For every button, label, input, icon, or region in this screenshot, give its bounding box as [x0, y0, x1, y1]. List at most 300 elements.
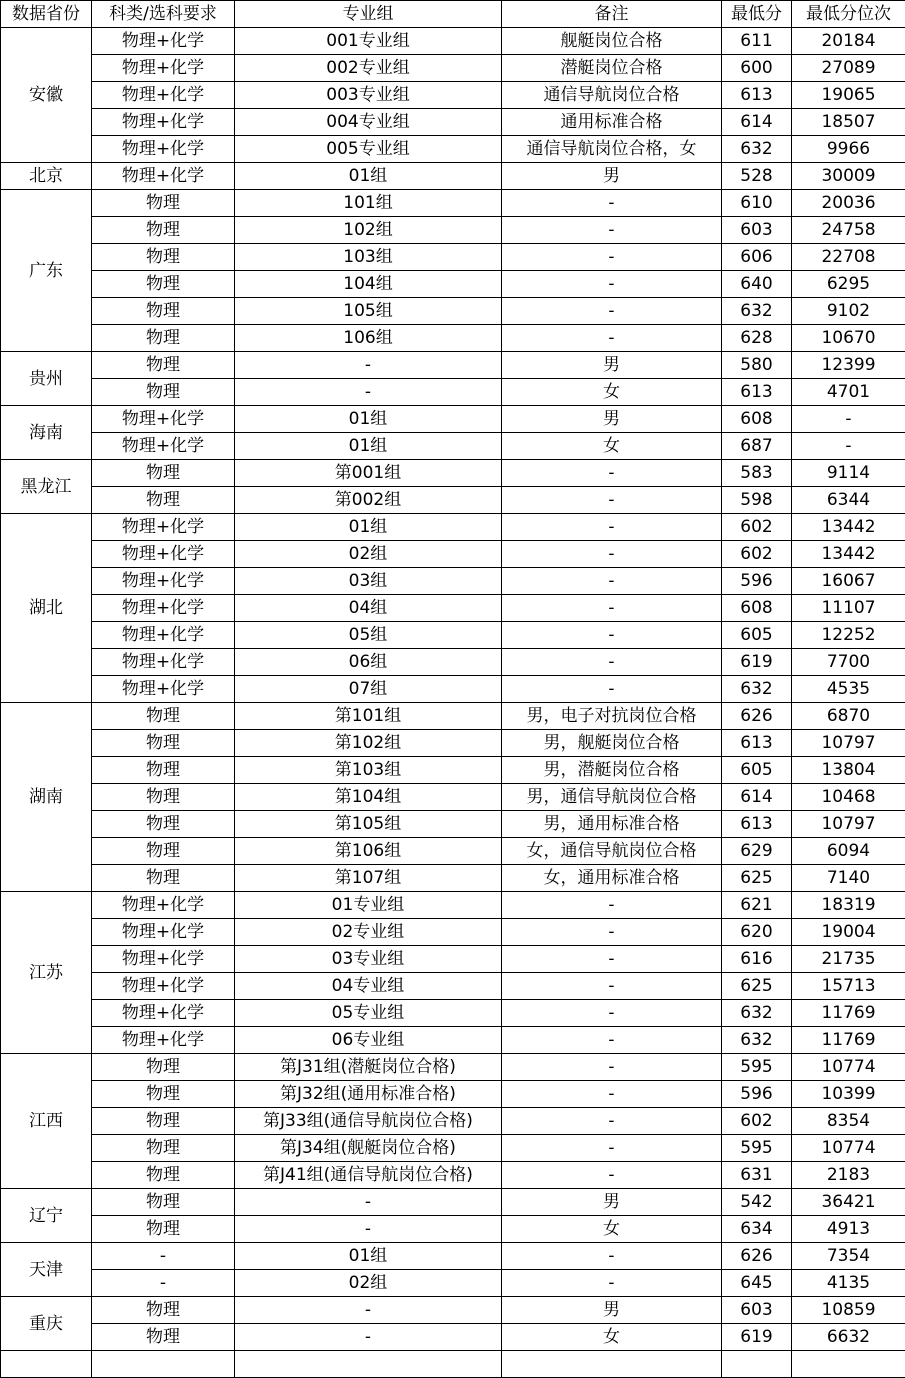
min-rank-cell: 13442 — [792, 514, 905, 541]
table-row — [1, 190, 905, 217]
subject-requirement-cell: 物理 — [92, 298, 235, 325]
remark-cell: - — [502, 919, 722, 946]
major-group-cell: 第103组 — [235, 757, 502, 784]
min-score-cell: 608 — [722, 406, 792, 433]
table-row — [1, 1162, 905, 1189]
major-group-cell: 03专业组 — [235, 946, 502, 973]
remark-cell: 男 — [502, 1297, 722, 1324]
major-group-cell: 06专业组 — [235, 1027, 502, 1054]
table-row — [1, 1108, 905, 1135]
remark-cell: - — [502, 892, 722, 919]
min-rank-cell: 6094 — [792, 838, 905, 865]
min-rank-cell: 8354 — [792, 1108, 905, 1135]
remark-cell: - — [502, 244, 722, 271]
subject-requirement-cell: 物理+化学 — [92, 892, 235, 919]
table-row — [1, 1243, 905, 1270]
min-rank-cell: 6870 — [792, 703, 905, 730]
header-remark: 备注 — [502, 1, 722, 28]
min-rank-cell: 7354 — [792, 1243, 905, 1270]
min-rank-cell: 2183 — [792, 1162, 905, 1189]
major-group-cell: 102组 — [235, 217, 502, 244]
major-group-cell: 01组 — [235, 163, 502, 190]
subject-requirement-cell: 物理 — [92, 487, 235, 514]
min-score-cell: 632 — [722, 1000, 792, 1027]
subject-requirement-cell: 物理 — [92, 271, 235, 298]
subject-requirement-cell: 物理 — [92, 1081, 235, 1108]
min-rank-cell: 12252 — [792, 622, 905, 649]
min-rank-cell: 10859 — [792, 1297, 905, 1324]
major-group-cell: 第J34组(舰艇岗位合格) — [235, 1135, 502, 1162]
table-row — [1, 973, 905, 1000]
min-score-cell: 602 — [722, 514, 792, 541]
table-row — [1, 487, 905, 514]
major-group-cell: 第104组 — [235, 784, 502, 811]
major-group-cell: 03组 — [235, 568, 502, 595]
remark-cell: - — [502, 541, 722, 568]
table-row — [1, 865, 905, 892]
subject-requirement-cell: 物理 — [92, 379, 235, 406]
min-score-cell: 614 — [722, 784, 792, 811]
major-group-cell: 101组 — [235, 190, 502, 217]
table-row — [1, 595, 905, 622]
subject-requirement-cell: 物理+化学 — [92, 433, 235, 460]
remark-cell: - — [502, 676, 722, 703]
min-rank-cell: 22708 — [792, 244, 905, 271]
remark-cell: - — [502, 1081, 722, 1108]
min-rank-cell: 24758 — [792, 217, 905, 244]
major-group-cell: 第001组 — [235, 460, 502, 487]
min-score-cell: 613 — [722, 379, 792, 406]
min-score-cell: 616 — [722, 946, 792, 973]
remark-cell: - — [502, 325, 722, 352]
remark-cell: - — [502, 217, 722, 244]
min-score-cell: 603 — [722, 217, 792, 244]
remark-cell: 女 — [502, 433, 722, 460]
table-row — [1, 406, 905, 433]
remark-cell: - — [502, 487, 722, 514]
min-score-cell: 614 — [722, 109, 792, 136]
min-rank-cell: 9102 — [792, 298, 905, 325]
table-row — [1, 784, 905, 811]
subject-requirement-cell: 物理 — [92, 784, 235, 811]
min-score-cell: 640 — [722, 271, 792, 298]
min-rank-cell: 11107 — [792, 595, 905, 622]
min-rank-cell: 7700 — [792, 649, 905, 676]
subject-requirement-cell: 物理 — [92, 244, 235, 271]
empty-cell — [722, 1351, 792, 1378]
min-rank-cell: 15713 — [792, 973, 905, 1000]
empty-cell — [502, 1351, 722, 1378]
min-score-cell: 625 — [722, 865, 792, 892]
table-row — [1, 892, 905, 919]
remark-cell: 女，通信导航岗位合格 — [502, 838, 722, 865]
table-row — [1, 1054, 905, 1081]
remark-cell: 女 — [502, 379, 722, 406]
min-rank-cell: 12399 — [792, 352, 905, 379]
major-group-cell: 第107组 — [235, 865, 502, 892]
province-cell: 北京 — [1, 163, 92, 190]
subject-requirement-cell: 物理 — [92, 1135, 235, 1162]
min-score-cell: 580 — [722, 352, 792, 379]
min-score-cell: 632 — [722, 676, 792, 703]
subject-requirement-cell: 物理 — [92, 1162, 235, 1189]
remark-cell: - — [502, 1108, 722, 1135]
header-province: 数据省份 — [1, 1, 92, 28]
min-score-cell: 621 — [722, 892, 792, 919]
min-rank-cell: - — [792, 406, 905, 433]
remark-cell: 男 — [502, 1189, 722, 1216]
min-score-cell: 598 — [722, 487, 792, 514]
remark-cell: - — [502, 649, 722, 676]
table-row — [1, 730, 905, 757]
empty-cell — [1, 1351, 92, 1378]
remark-cell: 男，舰艇岗位合格 — [502, 730, 722, 757]
min-score-cell: 626 — [722, 1243, 792, 1270]
major-group-cell: 001专业组 — [235, 28, 502, 55]
min-rank-cell: 4701 — [792, 379, 905, 406]
major-group-cell: 第106组 — [235, 838, 502, 865]
subject-requirement-cell: 物理 — [92, 865, 235, 892]
table-row — [1, 622, 905, 649]
table-row — [1, 919, 905, 946]
header-row — [1, 1, 905, 28]
min-score-cell: 632 — [722, 136, 792, 163]
min-rank-cell: 13442 — [792, 541, 905, 568]
major-group-cell: - — [235, 1189, 502, 1216]
remark-cell: 男，潜艇岗位合格 — [502, 757, 722, 784]
province-cell: 重庆 — [1, 1297, 92, 1351]
remark-cell: - — [502, 1243, 722, 1270]
subject-requirement-cell: 物理 — [92, 1189, 235, 1216]
remark-cell: - — [502, 973, 722, 1000]
min-rank-cell: 18319 — [792, 892, 905, 919]
major-group-cell: - — [235, 352, 502, 379]
subject-requirement-cell: 物理 — [92, 460, 235, 487]
subject-requirement-cell: 物理+化学 — [92, 28, 235, 55]
major-group-cell: 第102组 — [235, 730, 502, 757]
province-cell: 辽宁 — [1, 1189, 92, 1243]
min-rank-cell: 10774 — [792, 1054, 905, 1081]
remark-cell: - — [502, 946, 722, 973]
province-cell: 海南 — [1, 406, 92, 460]
table-row — [1, 676, 905, 703]
min-score-cell: 605 — [722, 622, 792, 649]
min-rank-cell: 9114 — [792, 460, 905, 487]
table-row — [1, 1135, 905, 1162]
major-group-cell: 04专业组 — [235, 973, 502, 1000]
subject-requirement-cell: 物理 — [92, 190, 235, 217]
min-rank-cell: 11769 — [792, 1000, 905, 1027]
table-row — [1, 1270, 905, 1297]
remark-cell: 潜艇岗位合格 — [502, 55, 722, 82]
min-score-cell: 602 — [722, 1108, 792, 1135]
table-row — [1, 568, 905, 595]
table-row — [1, 1189, 905, 1216]
min-score-cell: 645 — [722, 1270, 792, 1297]
subject-requirement-cell: 物理 — [92, 1054, 235, 1081]
subject-requirement-cell: 物理+化学 — [92, 541, 235, 568]
table-row — [1, 1081, 905, 1108]
empty-cell — [92, 1351, 235, 1378]
table-row — [1, 82, 905, 109]
subject-requirement-cell: 物理+化学 — [92, 649, 235, 676]
min-score-cell: 602 — [722, 541, 792, 568]
table-row — [1, 1027, 905, 1054]
major-group-cell: 第105组 — [235, 811, 502, 838]
province-cell: 江西 — [1, 1054, 92, 1189]
remark-cell: - — [502, 460, 722, 487]
remark-cell: - — [502, 568, 722, 595]
min-rank-cell: 19065 — [792, 82, 905, 109]
major-group-cell: 01组 — [235, 433, 502, 460]
remark-cell: 男，电子对抗岗位合格 — [502, 703, 722, 730]
remark-cell: - — [502, 190, 722, 217]
subject-requirement-cell: 物理+化学 — [92, 1027, 235, 1054]
min-rank-cell: 4535 — [792, 676, 905, 703]
table-row — [1, 217, 905, 244]
min-score-cell: 611 — [722, 28, 792, 55]
major-group-cell: 第002组 — [235, 487, 502, 514]
table-row — [1, 55, 905, 82]
min-rank-cell: 27089 — [792, 55, 905, 82]
table-row — [1, 1324, 905, 1351]
min-score-cell: 596 — [722, 1081, 792, 1108]
remark-cell: - — [502, 622, 722, 649]
min-score-cell: 603 — [722, 1297, 792, 1324]
min-rank-cell: 10797 — [792, 730, 905, 757]
min-rank-cell: 20036 — [792, 190, 905, 217]
major-group-cell: 01组 — [235, 406, 502, 433]
major-group-cell: 104组 — [235, 271, 502, 298]
subject-requirement-cell: 物理 — [92, 1108, 235, 1135]
province-cell: 贵州 — [1, 352, 92, 406]
remark-cell: 男 — [502, 352, 722, 379]
header-major-group: 专业组 — [235, 1, 502, 28]
subject-requirement-cell: 物理 — [92, 1297, 235, 1324]
min-score-cell: 631 — [722, 1162, 792, 1189]
table-row — [1, 1000, 905, 1027]
min-rank-cell: 10670 — [792, 325, 905, 352]
major-group-cell: 第J33组(通信导航岗位合格) — [235, 1108, 502, 1135]
min-score-cell: 606 — [722, 244, 792, 271]
province-cell: 天津 — [1, 1243, 92, 1297]
subject-requirement-cell: 物理 — [92, 811, 235, 838]
major-group-cell: 106组 — [235, 325, 502, 352]
min-rank-cell: 11769 — [792, 1027, 905, 1054]
major-group-cell: 02专业组 — [235, 919, 502, 946]
table-row — [1, 1216, 905, 1243]
major-group-cell: 05专业组 — [235, 1000, 502, 1027]
remark-cell: - — [502, 514, 722, 541]
table-row — [1, 514, 905, 541]
min-rank-cell: 10797 — [792, 811, 905, 838]
min-rank-cell: 10468 — [792, 784, 905, 811]
min-score-cell: 619 — [722, 1324, 792, 1351]
subject-requirement-cell: 物理+化学 — [92, 1000, 235, 1027]
subject-requirement-cell: 物理+化学 — [92, 514, 235, 541]
major-group-cell: 003专业组 — [235, 82, 502, 109]
min-rank-cell: 30009 — [792, 163, 905, 190]
remark-cell: - — [502, 1000, 722, 1027]
remark-cell: 舰艇岗位合格 — [502, 28, 722, 55]
min-score-cell: 596 — [722, 568, 792, 595]
min-score-cell: 613 — [722, 82, 792, 109]
min-score-cell: 625 — [722, 973, 792, 1000]
subject-requirement-cell: - — [92, 1243, 235, 1270]
min-score-cell: 610 — [722, 190, 792, 217]
subject-requirement-cell: 物理+化学 — [92, 109, 235, 136]
table-row — [1, 1297, 905, 1324]
min-score-cell: 687 — [722, 433, 792, 460]
min-score-cell: 632 — [722, 1027, 792, 1054]
remark-cell: 男，通信导航岗位合格 — [502, 784, 722, 811]
min-rank-cell: - — [792, 433, 905, 460]
min-rank-cell: 16067 — [792, 568, 905, 595]
subject-requirement-cell: 物理+化学 — [92, 622, 235, 649]
province-cell: 安徽 — [1, 28, 92, 163]
min-score-cell: 620 — [722, 919, 792, 946]
province-cell: 湖北 — [1, 514, 92, 703]
min-rank-cell: 21735 — [792, 946, 905, 973]
subject-requirement-cell: 物理+化学 — [92, 163, 235, 190]
subject-requirement-cell: 物理 — [92, 703, 235, 730]
min-score-cell: 632 — [722, 298, 792, 325]
min-score-cell: 605 — [722, 757, 792, 784]
header-subject-requirement: 科类/选科要求 — [92, 1, 235, 28]
min-rank-cell: 7140 — [792, 865, 905, 892]
major-group-cell: 01组 — [235, 1243, 502, 1270]
min-score-cell: 600 — [722, 55, 792, 82]
min-rank-cell: 9966 — [792, 136, 905, 163]
major-group-cell: 第J32组(通用标准合格) — [235, 1081, 502, 1108]
table-row — [1, 136, 905, 163]
table-row — [1, 163, 905, 190]
min-score-cell: 528 — [722, 163, 792, 190]
major-group-cell: 05组 — [235, 622, 502, 649]
major-group-cell: 01组 — [235, 514, 502, 541]
min-rank-cell: 10399 — [792, 1081, 905, 1108]
remark-cell: - — [502, 298, 722, 325]
min-score-cell: 619 — [722, 649, 792, 676]
major-group-cell: 06组 — [235, 649, 502, 676]
remark-cell: - — [502, 1135, 722, 1162]
table-row — [1, 433, 905, 460]
table-row — [1, 352, 905, 379]
empty-cell — [792, 1351, 905, 1378]
major-group-cell: - — [235, 1216, 502, 1243]
subject-requirement-cell: 物理+化学 — [92, 55, 235, 82]
min-rank-cell: 4135 — [792, 1270, 905, 1297]
subject-requirement-cell: 物理 — [92, 352, 235, 379]
remark-cell: - — [502, 1054, 722, 1081]
min-rank-cell: 36421 — [792, 1189, 905, 1216]
subject-requirement-cell: 物理 — [92, 757, 235, 784]
table-row — [1, 703, 905, 730]
min-score-cell: 542 — [722, 1189, 792, 1216]
remark-cell: 女 — [502, 1216, 722, 1243]
min-score-cell: 628 — [722, 325, 792, 352]
min-score-cell: 595 — [722, 1135, 792, 1162]
remark-cell: - — [502, 1162, 722, 1189]
table-row — [1, 541, 905, 568]
min-score-cell: 583 — [722, 460, 792, 487]
subject-requirement-cell: 物理 — [92, 730, 235, 757]
min-rank-cell: 6295 — [792, 271, 905, 298]
major-group-cell: 07组 — [235, 676, 502, 703]
remark-cell: 男 — [502, 163, 722, 190]
table-row — [1, 460, 905, 487]
table-row — [1, 649, 905, 676]
min-score-cell: 629 — [722, 838, 792, 865]
min-score-cell: 613 — [722, 730, 792, 757]
major-group-cell: - — [235, 379, 502, 406]
min-score-cell: 608 — [722, 595, 792, 622]
major-group-cell: 004专业组 — [235, 109, 502, 136]
table-row — [1, 28, 905, 55]
min-rank-cell: 19004 — [792, 919, 905, 946]
major-group-cell: - — [235, 1324, 502, 1351]
subject-requirement-cell: 物理 — [92, 1324, 235, 1351]
major-group-cell: 01专业组 — [235, 892, 502, 919]
major-group-cell: 第J31组(潜艇岗位合格) — [235, 1054, 502, 1081]
table-row — [1, 298, 905, 325]
table-row — [1, 109, 905, 136]
header-min-score: 最低分 — [722, 1, 792, 28]
remark-cell: 通信导航岗位合格 — [502, 82, 722, 109]
subject-requirement-cell: 物理+化学 — [92, 946, 235, 973]
province-cell: 湖南 — [1, 703, 92, 892]
major-group-cell: 002专业组 — [235, 55, 502, 82]
subject-requirement-cell: 物理+化学 — [92, 595, 235, 622]
major-group-cell: 005专业组 — [235, 136, 502, 163]
subject-requirement-cell: 物理+化学 — [92, 406, 235, 433]
min-rank-cell: 6344 — [792, 487, 905, 514]
major-group-cell: 第J41组(通信导航岗位合格) — [235, 1162, 502, 1189]
min-score-cell: 626 — [722, 703, 792, 730]
major-group-cell: 103组 — [235, 244, 502, 271]
table-row — [1, 838, 905, 865]
table-row — [1, 946, 905, 973]
table-row — [1, 379, 905, 406]
major-group-cell: 105组 — [235, 298, 502, 325]
min-score-cell: 613 — [722, 811, 792, 838]
province-cell: 黑龙江 — [1, 460, 92, 514]
min-score-cell: 595 — [722, 1054, 792, 1081]
remark-cell: - — [502, 595, 722, 622]
min-rank-cell: 10774 — [792, 1135, 905, 1162]
min-rank-cell: 4913 — [792, 1216, 905, 1243]
province-cell: 江苏 — [1, 892, 92, 1054]
major-group-cell: 第101组 — [235, 703, 502, 730]
major-group-cell: 04组 — [235, 595, 502, 622]
table-row — [1, 271, 905, 298]
province-cell: 广东 — [1, 190, 92, 352]
min-score-cell: 634 — [722, 1216, 792, 1243]
remark-cell: - — [502, 1270, 722, 1297]
subject-requirement-cell: 物理+化学 — [92, 919, 235, 946]
subject-requirement-cell: 物理 — [92, 217, 235, 244]
subject-requirement-cell: 物理+化学 — [92, 136, 235, 163]
remark-cell: 男 — [502, 406, 722, 433]
empty-cell — [235, 1351, 502, 1378]
header-min-rank: 最低分位次 — [792, 1, 905, 28]
major-group-cell: - — [235, 1297, 502, 1324]
table-body — [1, 28, 905, 1378]
subject-requirement-cell: - — [92, 1270, 235, 1297]
remark-cell: - — [502, 271, 722, 298]
table-row — [1, 325, 905, 352]
remark-cell: 男，通用标准合格 — [502, 811, 722, 838]
